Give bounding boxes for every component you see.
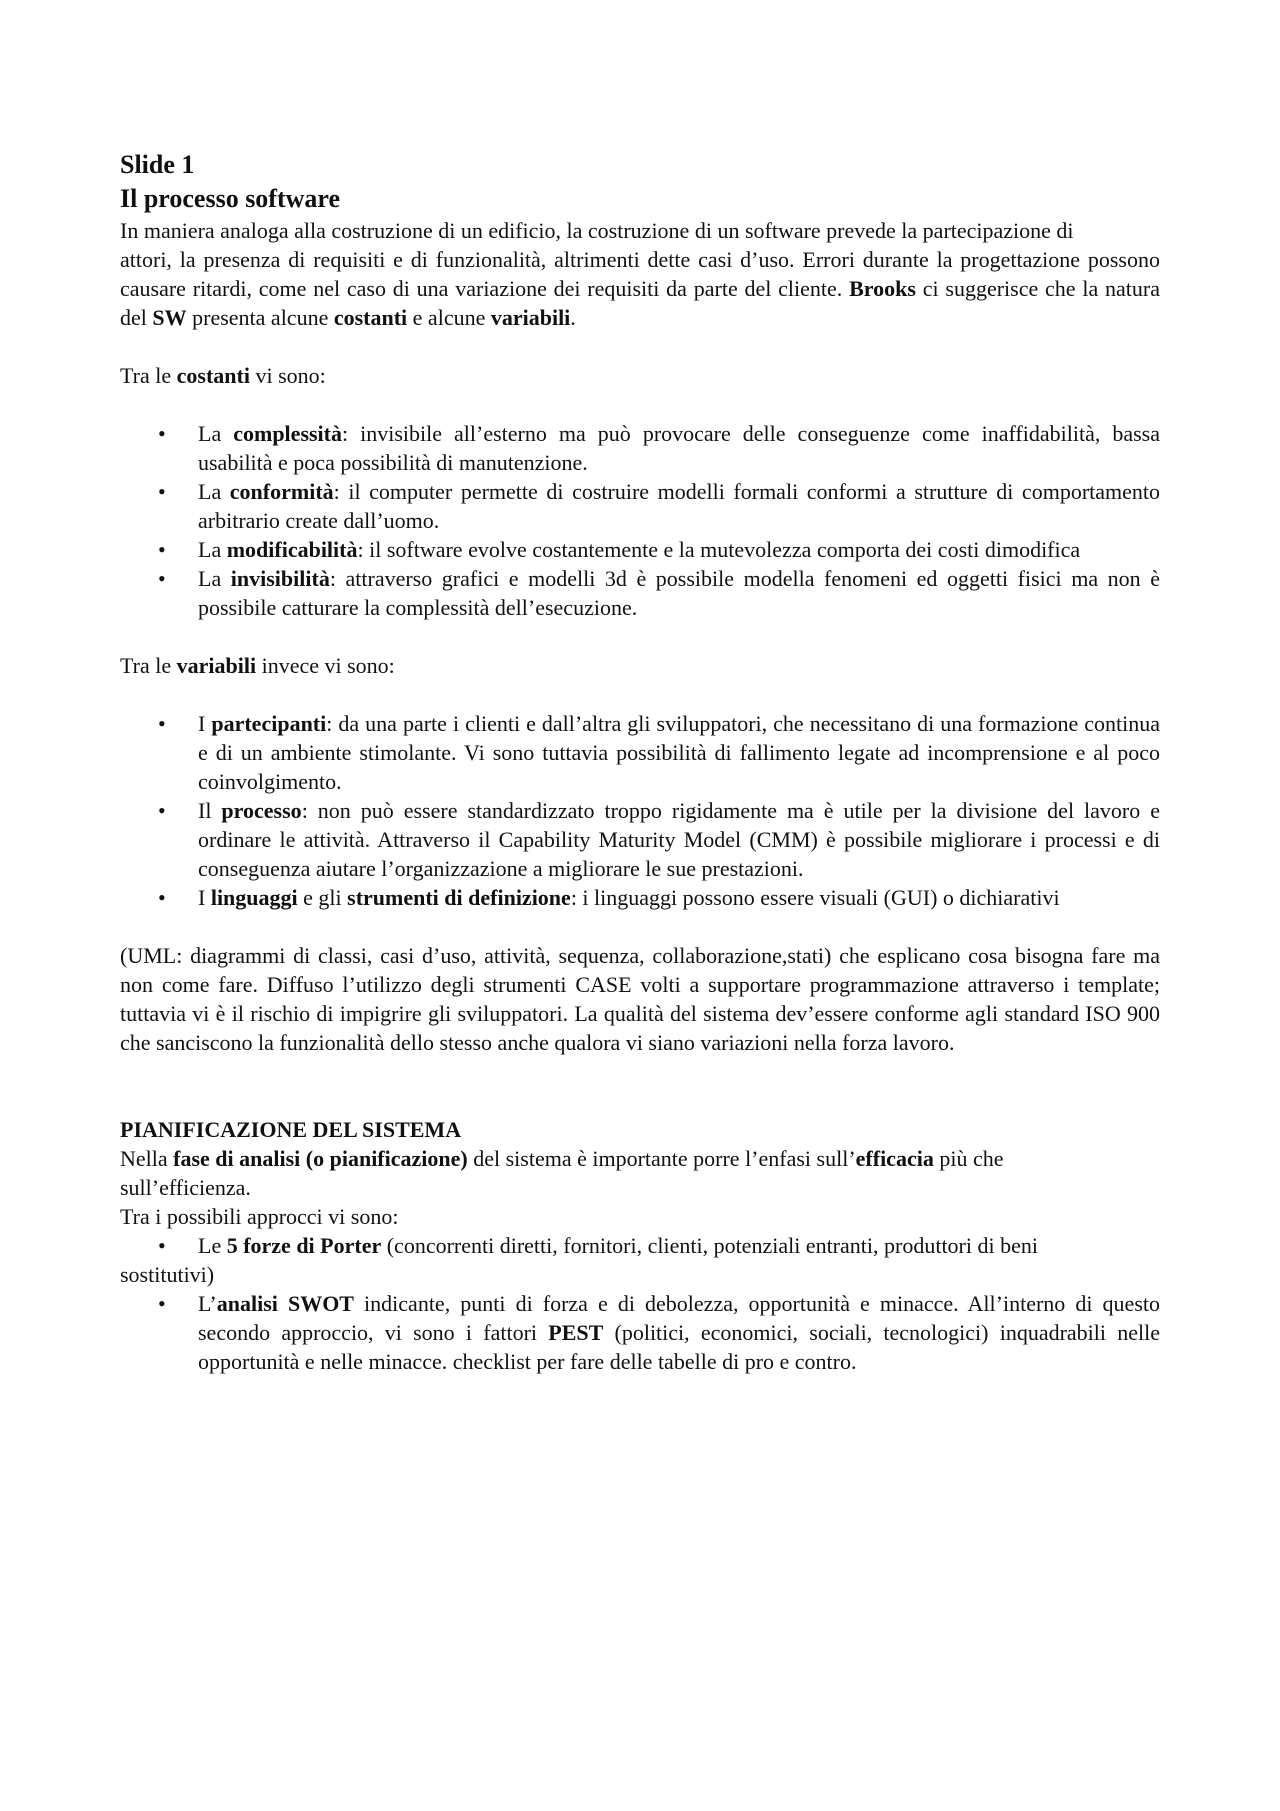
pianificazione-line-2: sull’efficienza.	[120, 1175, 251, 1200]
list-item: • L’analisi SWOT indicante, punti di forza e di debolezza, opportunità e minacce. All’interno di questo secondo approccio, vi sono i fattori PEST (politici, economici, sociali, tecnologici) inquadrabili nelle opportunità e nelle minacce. checklist per fare delle tabelle di pro e contro.	[158, 1291, 1160, 1374]
list-item: • Il processo: non può essere standardizzato troppo rigidamente ma è utile per la divisione del lavoro e ordinare le attività. Attraverso il Capability Maturity Model (CMM) è possibile migliorare i processi e di conseguenza aiutare l’organizzazione a migliorare le sue prestazioni.	[158, 798, 1160, 881]
list-item: • I linguaggi e gli strumenti di definizione: i linguaggi possono essere visuali (GUI) o dichiarativi	[158, 885, 1060, 910]
list-item: • La modificabilità: il software evolve costantemente e la mutevolezza comporta dei costi dimodifica	[158, 537, 1081, 562]
list-item: • I partecipanti: da una parte i clienti e dall’altra gli sviluppatori, che necessitano di una formazione continua e di un ambiente stimolante. Vi sono tuttavia possibilità di fallimento legate ad incomprensione e al poco coinvolgimento.	[158, 711, 1160, 794]
variabili-intro: Tra le variabili invece vi sono:	[120, 653, 395, 678]
variabili-list	[120, 709, 1160, 912]
uml-paragraph: (UML: diagrammi di classi, casi d’uso, attività, sequenza, collaborazione,stati) che esplicano cosa bisogna fare ma non come fare. Diffuso l’utilizzo degli strumenti CASE volti a supportare programmazione attraverso i template; tuttavia vi è il rischio di impigrire gli sviluppatori. La qualità del sistema dev’essere conforme agli standard ISO 900 che sanciscono la funzionalità dello stesso anche qualora vi siano variazioni nella forza lavoro.	[120, 943, 1160, 1055]
costanti-intro: Tra le costanti vi sono:	[120, 363, 326, 388]
slide-title: Slide 1	[120, 150, 195, 179]
section-title: Il processo software	[120, 184, 341, 213]
intro-line-1: In maniera analoga alla costruzione di un edificio, la costruzione di un software prevede la partecipazione di	[120, 218, 1074, 243]
list-item: • La invisibilità: attraverso grafici e modelli 3d è possibile modella fenomeni ed oggetti fisici ma non è possibile catturare la complessità dell’esecuzione.	[158, 566, 1161, 620]
intro-paragraph: attori, la presenza di requisiti e di funzionalità, altrimenti dette casi d’uso. Errori durante la progettazione possono causare ritardi, come nel caso di una variazione dei requisiti da parte del cliente. Brooks ci suggerisce che la natura del SW presenta alcune costanti e alcune variabili.	[120, 247, 1160, 330]
approcci-line: Tra i possibili approcci vi sono:	[120, 1204, 399, 1229]
document-page	[120, 148, 1160, 1376]
list-item: • Le 5 forze di Porter (concorrenti diretti, fornitori, clienti, potenziali entranti, produttori di beni	[158, 1233, 1038, 1258]
approcci-list-1	[120, 1231, 1160, 1260]
costanti-list	[120, 419, 1160, 622]
porter-continuation: sostitutivi)	[120, 1262, 215, 1287]
list-item: • La conformità: il computer permette di costruire modelli formali conformi a strutture di comportamento arbitrario create dall’uomo.	[158, 479, 1161, 533]
list-item: • La complessità: invisibile all’esterno ma può provocare delle conseguenze come inaffidabilità, bassa usabilità e poca possibilità di manutenzione.	[158, 421, 1161, 475]
pianificazione-heading: PIANIFICAZIONE DEL SISTEMA	[120, 1117, 462, 1142]
approcci-list-2	[120, 1289, 1160, 1376]
pianificazione-paragraph: Nella fase di analisi (o pianificazione) del sistema è importante porre l’enfasi sull’efficacia più che	[120, 1146, 1004, 1171]
